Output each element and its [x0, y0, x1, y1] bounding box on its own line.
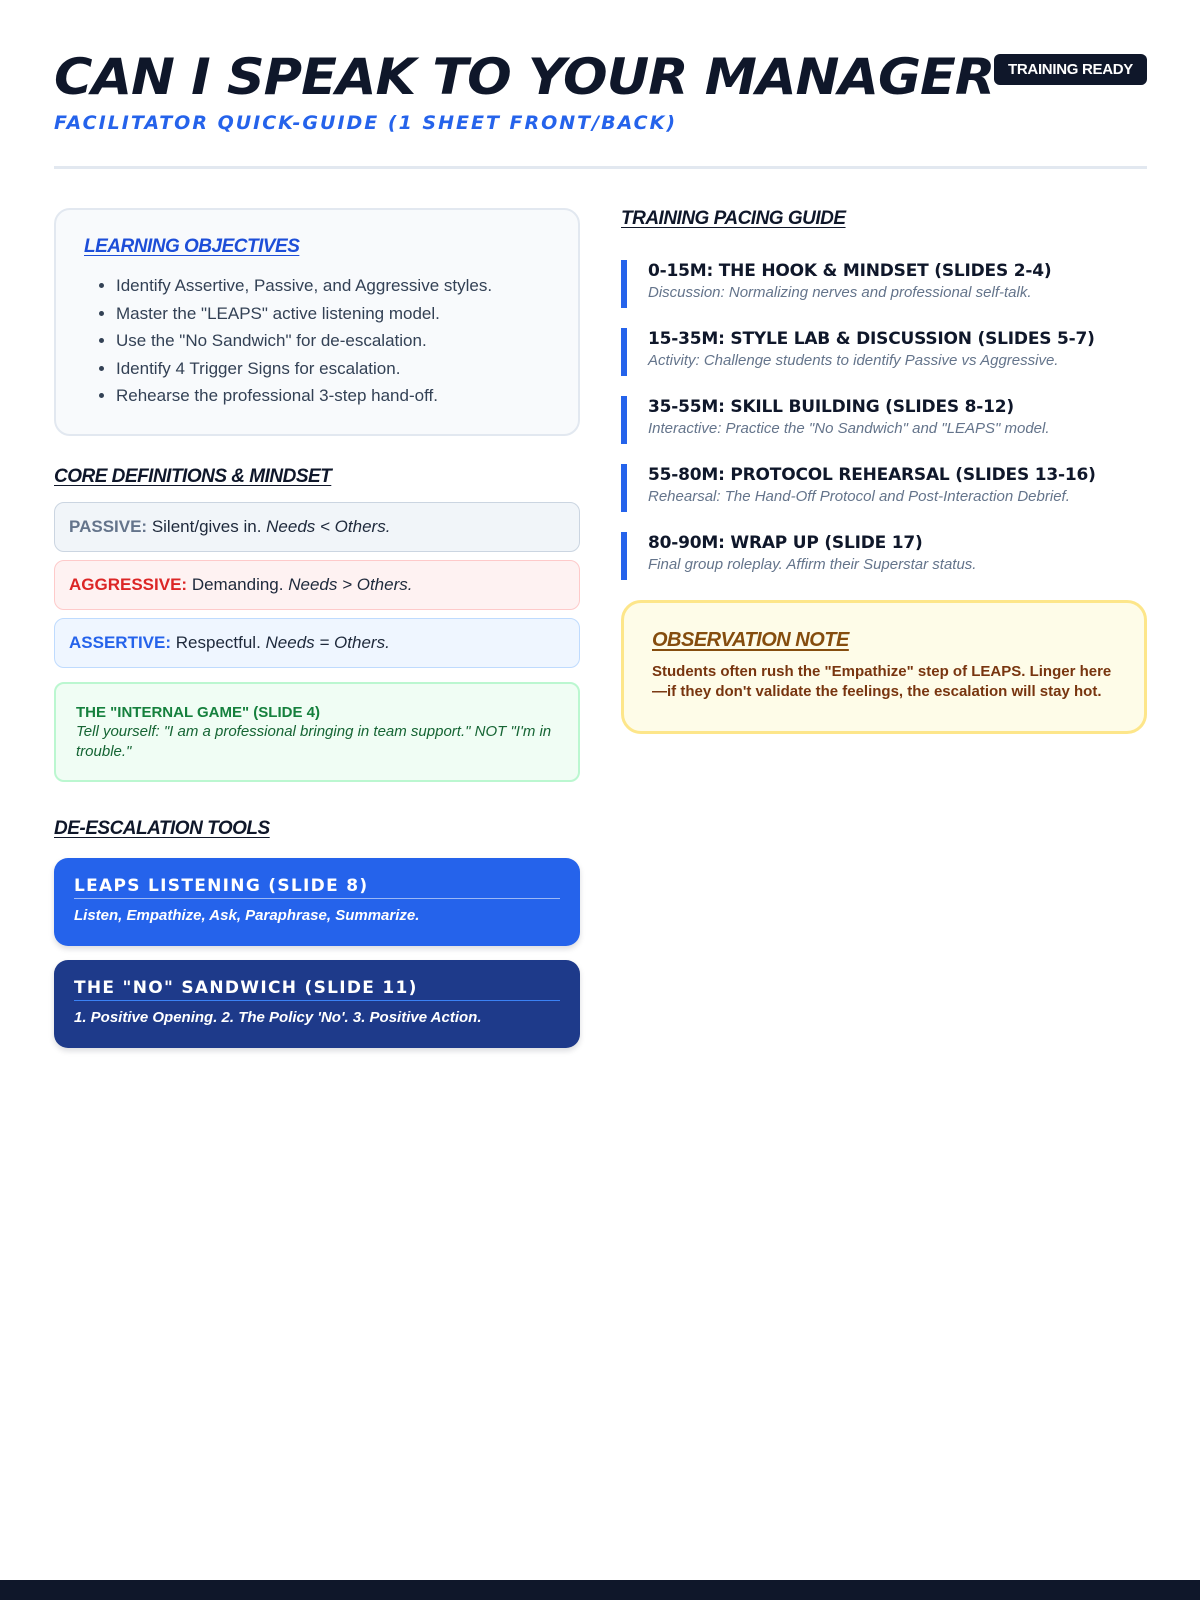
page-title: CAN I SPEAK TO YOUR MANAGER	[54, 48, 995, 106]
pacing-item-desc: Final group roleplay. Affirm their Superstar status.	[648, 556, 977, 573]
assertive-definition	[54, 618, 580, 668]
aggressive-relation: Needs > Others.	[288, 575, 413, 594]
aggressive-term: AGGRESSIVE:	[69, 575, 188, 594]
objective-item: • Master the "LEAPS" active listening model.	[116, 300, 550, 328]
pacing-item-title: 15-35M: STYLE LAB & DISCUSSION (SLIDES 5-7)	[648, 329, 1095, 349]
pacing-item	[621, 464, 1147, 512]
pacing-item-desc: Discussion: Normalizing nerves and professional self-talk.	[648, 284, 1032, 301]
passive-term: PASSIVE:	[69, 517, 148, 536]
objectives-list	[84, 272, 550, 410]
page-subtitle: FACILITATOR QUICK-GUIDE (1 SHEET FRONT/BACK)	[54, 112, 678, 134]
pacing-item	[621, 396, 1147, 444]
leaps-listening-body: Listen, Empathize, Ask, Paraphrase, Summarize.	[74, 907, 420, 924]
no-sandwich-title: THE "NO" SANDWICH (SLIDE 11)	[74, 978, 560, 1001]
passive-relation: Needs < Others.	[266, 517, 391, 536]
passive-desc: Silent/gives in.	[147, 517, 267, 536]
no-sandwich-body: 1. Positive Opening. 2. The Policy 'No'. 3. Positive Action.	[74, 1009, 482, 1026]
pacing-item-title: 0-15M: THE HOOK & MINDSET (SLIDES 2-4)	[648, 261, 1052, 281]
passive-definition	[54, 502, 580, 552]
pacing-item-desc: Interactive: Practice the "No Sandwich" and "LEAPS" model.	[648, 420, 1050, 437]
objective-item: • Identify Assertive, Passive, and Aggressive styles.	[116, 272, 550, 300]
right-column	[621, 208, 1147, 734]
guide-page	[54, 0, 1147, 1026]
objective-item: • Use the "No Sandwich" for de-escalation.	[116, 327, 550, 355]
objective-item: • Rehearse the professional 3-step hand-off.	[116, 382, 550, 410]
assertive-relation: Needs = Others.	[265, 633, 390, 652]
objective-item: • Identify 4 Trigger Signs for escalation.	[116, 355, 550, 383]
aggressive-desc: Demanding.	[187, 575, 289, 594]
observation-note-card	[621, 600, 1147, 734]
internal-game-title: THE "INTERNAL GAME" (SLIDE 4)	[76, 704, 320, 721]
pacing-item-desc: Activity: Challenge students to identify Passive vs Aggressive.	[648, 352, 1059, 369]
de-escalation-tools-heading: DE-ESCALATION TOOLS	[54, 818, 270, 839]
observation-note-body: Students often rush the "Empathize" step of LEAPS. Linger here—if they don't validate the feelings, the escalation will stay hot.	[652, 663, 1112, 700]
leaps-listening-title: LEAPS LISTENING (SLIDE 8)	[74, 876, 560, 899]
pacing-item-title: 55-80M: PROTOCOL REHEARSAL (SLIDES 13-16)	[648, 465, 1096, 485]
training-ready-badge: TRAINING READY	[994, 54, 1147, 85]
pacing-guide-heading: TRAINING PACING GUIDE	[621, 208, 846, 229]
assertive-desc: Respectful.	[171, 633, 266, 652]
no-sandwich-card	[54, 960, 580, 1048]
page-header	[54, 0, 1147, 169]
leaps-listening-card	[54, 858, 580, 946]
learning-objectives-card	[54, 208, 580, 436]
pacing-item	[621, 328, 1147, 376]
internal-game-card	[54, 682, 580, 782]
assertive-term: ASSERTIVE:	[69, 633, 172, 652]
internal-game-body: Tell yourself: "I am a professional bringing in team support." NOT "I'm in trouble."	[76, 723, 552, 760]
learning-objectives-heading: LEARNING OBJECTIVES	[84, 236, 300, 257]
core-definitions-heading: CORE DEFINITIONS & MINDSET	[54, 466, 332, 487]
pacing-item-title: 35-55M: SKILL BUILDING (SLIDES 8-12)	[648, 397, 1014, 417]
pacing-item-desc: Rehearsal: The Hand-Off Protocol and Post-Interaction Debrief.	[648, 488, 1070, 505]
aggressive-definition	[54, 560, 580, 610]
pacing-item-title: 80-90M: WRAP UP (SLIDE 17)	[648, 533, 923, 553]
left-column	[54, 208, 580, 1062]
observation-note-heading: OBSERVATION NOTE	[652, 629, 849, 651]
pacing-item	[621, 260, 1147, 308]
pacing-item	[621, 532, 1147, 580]
footer-bar	[0, 1580, 1200, 1600]
